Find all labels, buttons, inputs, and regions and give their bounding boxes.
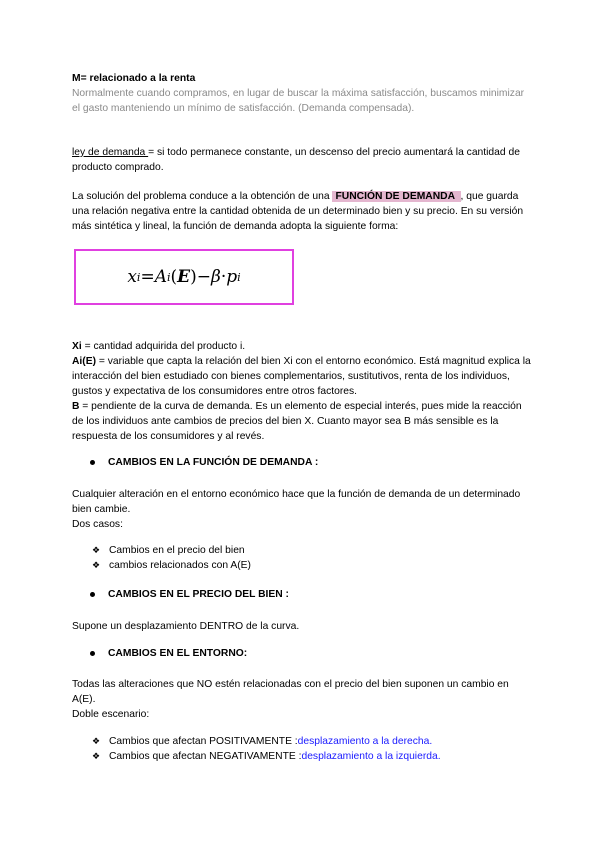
solucion-paragraph (72, 189, 532, 234)
bullet-icon (90, 651, 95, 656)
positive-link-text: desplazamiento a la derecha. (297, 736, 433, 747)
definition-xi: Xi = cantidad adquirida del producto i. (72, 341, 246, 352)
formula-p: p (226, 267, 238, 287)
diamond-bullet-icon: ❖ (92, 560, 101, 571)
section2-text: Supone un desplazamiento DENTRO de la curva. (72, 621, 300, 632)
ley-term: ley de demanda (72, 147, 149, 158)
ley-paragraph (72, 145, 532, 175)
heading-cambios-funcion: CAMBIOS EN LA FUNCIÓN DE DEMANDA : (90, 457, 318, 468)
diamond-bullet-icon: ❖ (92, 736, 101, 747)
formula-a-sub: i (166, 270, 171, 284)
ley-text: = si todo permanece constante, un descenso del precio aumentará la cantidad de producto comprado. (72, 147, 520, 173)
section1-text: Cualquier alteración en el entorno económico hace que la función de demanda de un determinado bien cambie. Dos casos: (72, 489, 521, 530)
formula-a: A (154, 267, 167, 287)
definitions (72, 339, 532, 444)
list-item: ❖ Cambios que afectan NEGATIVAMENTE : desplazamiento a la izquierda. (92, 751, 441, 762)
section-title: M= relacionado a la renta (72, 73, 196, 84)
definition-b: B = pendiente de la curva de demanda. Es un elemento de especial interés, pues mide la reacción de los individuos ante cambios de precios del bien X. Cuanto mayor sea B más sensible es la respuesta de los consumidores y al revés. (72, 401, 522, 442)
solucion-post: , que guarda una relación negativa entre la cantidad obtenida de un determinado bien y su precio. En su versión más sintética y lineal, la función de demanda adopta la siguiente forma: (72, 191, 524, 232)
formula-dot: · (220, 267, 227, 287)
solucion-pre: La solución del problema conduce a la obtención de una (72, 191, 333, 202)
formula-eq: = (140, 267, 155, 287)
formula-minus: − (196, 267, 212, 287)
bullet-icon (90, 460, 95, 465)
title-block (72, 71, 532, 116)
definition-ai: Ai(E) = variable que capta la relación del bien Xi con el entorno económico. Está magnitud explica la interacción del bien estudiado con bienes complementarios, sustitutivos, renta de los individuos, gustos y expectativa de los consumidores entre otros factores. (72, 356, 531, 397)
list-item: ❖ cambios relacionados con A(E) (92, 560, 251, 571)
list-item: ❖ Cambios en el precio del bien (92, 545, 245, 556)
formula-p-sub: i (237, 270, 241, 284)
section3-text: Todas las alteraciones que NO estén relacionadas con el precio del bien suponen un cambio en A(E). Doble escenario: (72, 679, 509, 720)
gray-note: Normalmente cuando compramos, en lugar de buscar la máxima satisfacción, buscamos minimizar el gasto manteniendo un mínimo de satisfacción. (Demanda compensada). (72, 88, 525, 114)
formula-lhs: x (127, 267, 137, 287)
list-item: ❖ Cambios que afectan POSITIVAMENTE : desplazamiento a la derecha. (92, 736, 433, 747)
formula-open: ( (170, 267, 178, 287)
formula-close: ) (190, 267, 197, 287)
bullet-icon (90, 592, 95, 597)
formula-lhs-sub: i (136, 270, 141, 284)
heading-cambios-entorno: CAMBIOS EN EL ENTORNO: (90, 648, 247, 659)
diamond-bullet-icon: ❖ (92, 751, 101, 762)
highlighted-term: FUNCIÓN DE DEMANDA (332, 191, 460, 202)
heading-cambios-precio: CAMBIOS EN EL PRECIO DEL BIEN : (90, 589, 289, 600)
formula-beta: β (211, 267, 221, 287)
negative-link-text: desplazamiento a la izquierda. (301, 751, 441, 762)
formula-e: E (177, 267, 191, 287)
demand-formula-box (74, 249, 294, 305)
diamond-bullet-icon: ❖ (92, 545, 101, 556)
